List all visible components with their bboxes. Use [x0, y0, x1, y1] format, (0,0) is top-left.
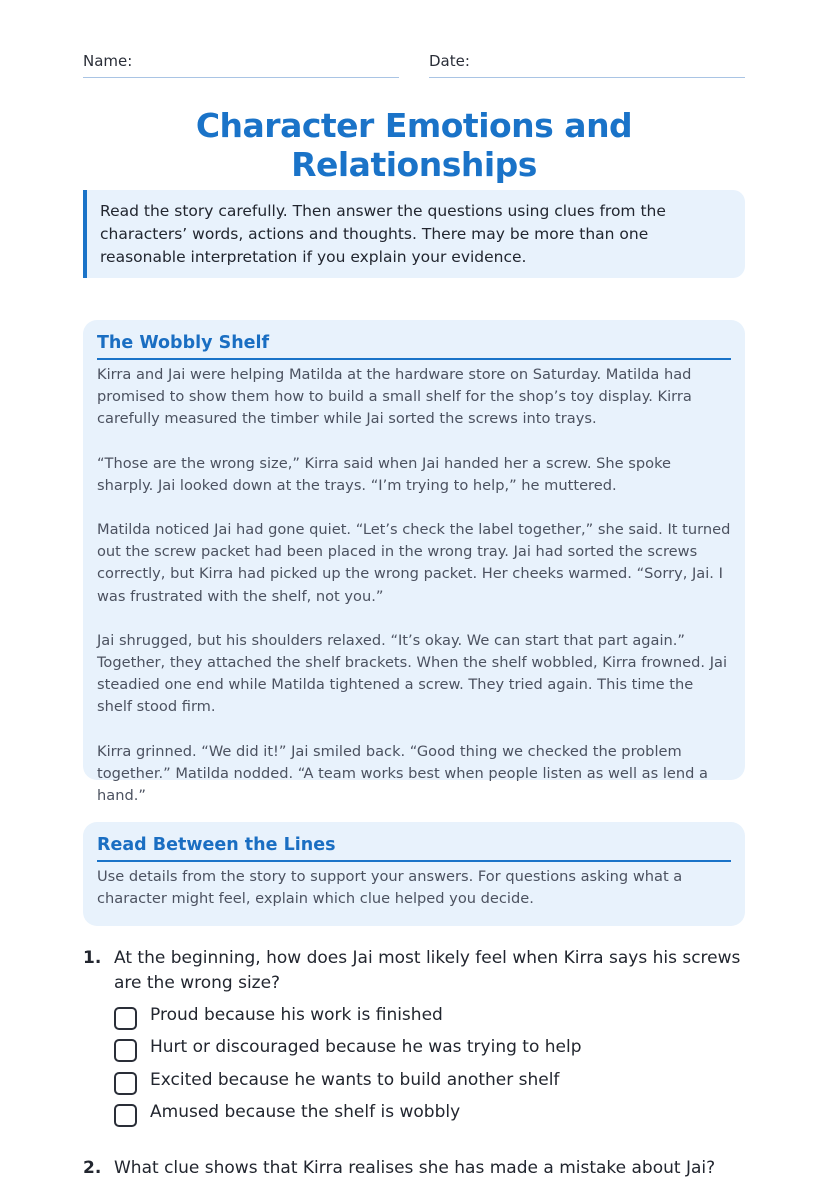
question-2	[83, 1156, 745, 1181]
option-label: Hurt or discouraged because he was trying to help	[150, 1037, 582, 1058]
story-title: The Wobbly Shelf	[97, 332, 731, 360]
checkbox[interactable]	[114, 1072, 137, 1095]
name-date-row	[83, 50, 745, 78]
checkbox[interactable]	[114, 1104, 137, 1127]
question-text: What clue shows that Kirra realises she has made a mistake about Jai?	[114, 1158, 716, 1178]
read-between-lines-card	[83, 822, 745, 926]
page-title: Character Emotions and Relationships	[195, 106, 633, 184]
answer-option[interactable]	[114, 1067, 745, 1100]
question-number: 2.	[83, 1158, 102, 1178]
answer-option[interactable]	[114, 1100, 745, 1133]
option-label: Excited because he wants to build another shelf	[150, 1069, 560, 1090]
story-paragraph: Matilda noticed Jai had gone quiet. “Let’s check the label together,” she said. It turned out the screw packet had been placed in the wrong tray. Jai had sorted the screws correctly, but Kirra had picked up the wrong packet. Her cheeks warmed. “Sorry, Jai. I was frustrated with the shelf, not you.”	[97, 521, 731, 605]
option-label: Amused because the shelf is wobbly	[150, 1102, 461, 1123]
question-text: At the beginning, how does Jai most likely feel when Kirra says his screws are the wrong size?	[114, 948, 741, 993]
story-paragraph: Kirra grinned. “We did it!” Jai smiled back. “Good thing we checked the problem together.” Matilda nodded. “A team works best when people listen as well as lend a hand.”	[97, 742, 708, 805]
answer-option[interactable]	[114, 1002, 745, 1035]
name-field[interactable]	[83, 50, 399, 78]
story-paragraph: Jai shrugged, but his shoulders relaxed. “It’s okay. We can start that part again.” Together, they attached the shelf brackets. When the shelf wobbled, Kirra frowned. Jai steadied one end while Matilda tightened a screw. They tried again. This time the shelf stood firm.	[97, 631, 728, 716]
checkbox[interactable]	[114, 1007, 137, 1030]
option-label: Proud because his work is finished	[150, 1004, 443, 1025]
instructions-box: Read the story carefully. Then answer the questions using clues from the characters’ words, actions and thoughts. There may be more than one reasonable interpretation if you explain your evidence.	[83, 190, 745, 278]
answer-options	[114, 1002, 745, 1132]
story-paragraph: “Those are the wrong size,” Kirra said when Jai handed her a screw. She spoke sharply. Jai looked down at the trays. “I’m trying to help,” he muttered.	[97, 454, 672, 494]
read-between-lines-text: Use details from the story to support your answers. For questions asking what a character might feel, explain which clue helped you decide.	[97, 868, 683, 908]
answer-option[interactable]	[114, 1035, 745, 1068]
story-card	[83, 320, 745, 805]
date-field[interactable]	[429, 50, 745, 78]
checkbox[interactable]	[114, 1039, 137, 1062]
question-1	[83, 946, 745, 1132]
question-number: 1.	[83, 948, 102, 968]
date-label: Date:	[429, 52, 470, 70]
read-between-lines-title: Read Between the Lines	[97, 834, 731, 862]
name-label: Name:	[83, 52, 133, 70]
story-paragraph: Kirra and Jai were helping Matilda at the hardware store on Saturday. Matilda had promised to show them how to build a small shelf for the shop’s toy display. Kirra carefully measured the timber while Jai sorted the screws into trays.	[97, 366, 692, 428]
